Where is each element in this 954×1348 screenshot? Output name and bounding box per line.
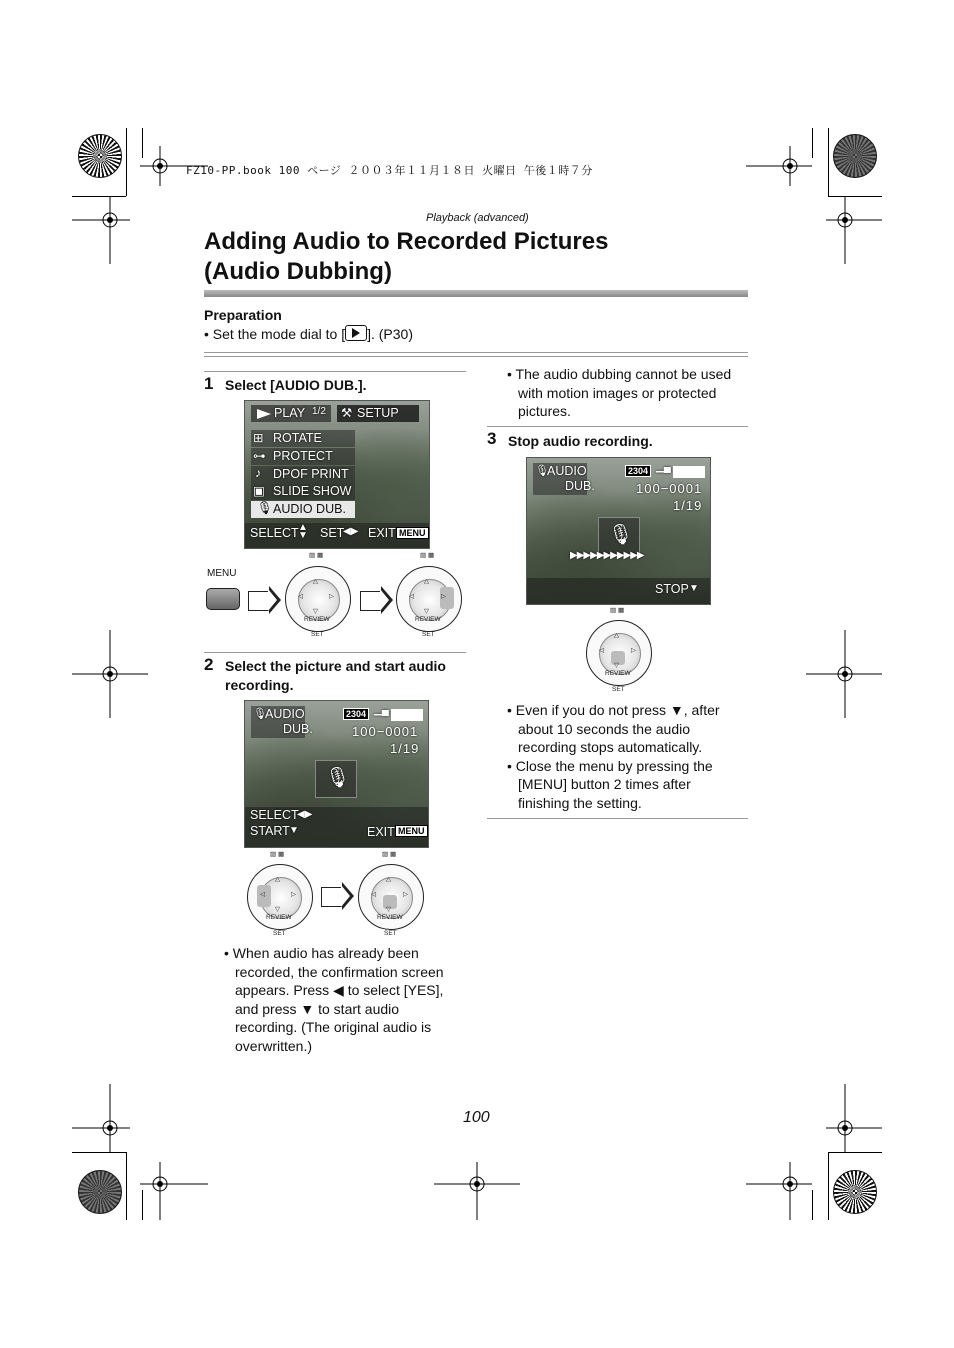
arrow-right-2 — [360, 586, 390, 614]
stop-hint: STOP — [655, 582, 689, 596]
play-tab-icon — [257, 409, 271, 419]
print-icon: ♪ — [255, 466, 262, 480]
right-bottom-rule — [487, 818, 748, 819]
picture-count: 1/19 — [390, 741, 420, 756]
pad-left-arrow[interactable]: ◁ — [298, 593, 303, 600]
note-line: [MENU] button 2 times after — [518, 776, 691, 792]
pad-right-arrow[interactable]: ▷ — [403, 891, 408, 898]
note-line: recorded, the confirmation screen — [235, 963, 444, 980]
battery-icon — [673, 466, 705, 478]
starburst-mark-top-right — [833, 134, 877, 178]
menu-item-label: PROTECT — [273, 449, 333, 463]
note-line: and press ▼ to start audio — [235, 1000, 400, 1017]
pad-up-arrow[interactable]: △ — [275, 876, 280, 883]
step1-rule — [204, 371, 466, 372]
pad-review-label: REVIEW — [415, 616, 441, 623]
menu-item-label: ROTATE — [273, 431, 322, 445]
step2-text — [225, 657, 446, 694]
menu-item-dpof-print[interactable] — [251, 466, 355, 483]
rotate-icon: ⊞ — [253, 431, 264, 445]
title-rule — [204, 290, 748, 297]
preparation-text-pre: • Set the mode dial to [ — [204, 326, 346, 342]
note-line: • Close the menu by pressing the — [507, 757, 713, 774]
updown-arrows-icon: ▲ ▼ — [298, 522, 308, 541]
pad-left-arrow[interactable]: ◁ — [409, 593, 414, 600]
microphone-large-icon: 🎙 — [608, 524, 634, 546]
setup-tab-icon: ⚒ — [341, 406, 353, 420]
menu-item-slide-show[interactable] — [251, 483, 355, 500]
audio-label: AUDIO — [547, 464, 587, 478]
note-line: pictures. — [518, 403, 571, 419]
dub-label: DUB. — [565, 479, 595, 493]
step2-text-line1: Select the picture and start audio — [225, 658, 446, 674]
pad-up-arrow[interactable]: △ — [313, 578, 318, 585]
menu-item-label: DPOF PRINT — [273, 467, 349, 481]
page-number: 100 — [463, 1109, 490, 1126]
start-hint: START — [250, 824, 290, 838]
quality-icon: ▁▄ — [656, 462, 671, 473]
quality-icon: ▁▄ — [374, 705, 389, 716]
pad-right-arrow[interactable]: ▷ — [291, 891, 296, 898]
file-info-line: FZ10-PP.book 100 ページ ２００３年１１月１８日 火曜日 午後１時７分 — [186, 164, 593, 177]
pad-review-label: REVIEW — [605, 670, 631, 677]
tab-play-label: PLAY — [274, 406, 306, 420]
preparation-text-post: ]. (P30) — [367, 326, 413, 342]
step2-number: 2 — [204, 655, 214, 674]
note-line: • Even if you do not press ▼, after — [507, 702, 720, 718]
pad-top-icons: ▨ ▩ — [309, 552, 324, 559]
menu-item-audio-dub[interactable] — [251, 501, 355, 518]
page-title-line1: Adding Audio to Recorded Pictures — [204, 228, 609, 255]
resolution-badge: 2304 — [343, 708, 369, 720]
play-mode-icon — [345, 325, 367, 341]
resolution-badge: 2304 — [625, 465, 651, 477]
tab-setup-label: SETUP — [357, 406, 399, 420]
key-icon: ⊶ — [253, 449, 266, 463]
note-line: about 10 seconds the audio — [518, 720, 691, 737]
pad-right-arrow[interactable]: ▷ — [631, 647, 636, 654]
leftright-arrows-icon: ◀▶ — [343, 526, 359, 537]
arrow-right-3 — [321, 882, 351, 910]
file-number: 100−0001 — [636, 481, 703, 496]
down-arrow-icon: ▼ — [689, 583, 699, 594]
pad-top-icons: ▨ ▩ — [420, 552, 435, 559]
preparation-bullet — [204, 325, 413, 344]
pad-set-label: SET — [422, 631, 435, 638]
pad-down-arrow[interactable]: ▽ — [386, 906, 391, 913]
preparation-heading: Preparation — [204, 307, 282, 323]
pad-up-arrow[interactable]: △ — [614, 632, 619, 639]
pad-left-arrow[interactable]: ◁ — [371, 891, 376, 898]
down-arrow-icon: ▼ — [289, 825, 299, 836]
step2-note — [224, 944, 470, 1055]
pad-set-label: SET — [384, 930, 397, 937]
starburst-mark-bottom-left — [78, 1170, 122, 1214]
step3-rule — [487, 426, 748, 427]
select-hint: SELECT — [250, 808, 299, 822]
microphone-large-icon: 🎙 — [325, 767, 351, 789]
pad-right-arrow[interactable]: ▷ — [441, 593, 446, 600]
pad-left-arrow[interactable]: ◁ — [599, 647, 604, 654]
pad-set-label: SET — [311, 631, 324, 638]
step3-number: 3 — [487, 429, 497, 448]
note-line: • When audio has already been — [224, 945, 419, 961]
menu-item-label: AUDIO DUB. — [273, 502, 346, 516]
section-label: Playback (advanced) — [426, 212, 529, 224]
set-hint: SET — [320, 526, 345, 540]
page-title — [204, 227, 608, 287]
camera-screen-audio-dub-recording — [526, 457, 711, 605]
tab-page-indicator: 1/2 — [312, 406, 326, 417]
step3-notes — [507, 701, 753, 812]
pad-down-arrow[interactable]: ▽ — [614, 662, 619, 669]
camera-screen-audio-dub-start — [244, 700, 429, 848]
pad-review-label: REVIEW — [304, 616, 330, 623]
step1-text: Select [AUDIO DUB.]. — [225, 377, 367, 393]
pad-set-label: SET — [612, 686, 625, 693]
menu-button-label: MENU — [207, 568, 237, 579]
battery-icon — [391, 709, 423, 721]
step2-text-line2: recording. — [225, 676, 294, 693]
note-line: recording. (The original audio is — [235, 1019, 432, 1035]
note-line: appears. Press ◀ to select [YES], — [235, 982, 444, 998]
pad-up-arrow[interactable]: △ — [424, 578, 429, 585]
microphone-icon: 🎙 — [257, 501, 273, 515]
microphone-icon: 🎙 — [253, 708, 267, 720]
leftright-arrows-icon: ◀▶ — [297, 809, 313, 820]
pad-down-arrow[interactable]: ▽ — [313, 608, 318, 615]
pad-down-arrow[interactable]: ▽ — [424, 608, 429, 615]
camera-screen-play-menu — [244, 400, 430, 549]
note-line: overwritten.) — [235, 1037, 313, 1054]
pad-review-label: REVIEW — [377, 914, 403, 921]
menu-button[interactable] — [206, 588, 240, 610]
pad-top-icons: ▨ ▩ — [270, 851, 285, 858]
menu-item-protect[interactable] — [251, 448, 355, 465]
menu-key-badge: MENU — [395, 825, 428, 837]
right-top-note — [507, 365, 753, 421]
step2-rule — [204, 652, 466, 653]
pad-review-label: REVIEW — [266, 914, 292, 921]
picture-count: 1/19 — [673, 498, 703, 513]
exit-hint: EXIT — [367, 825, 395, 839]
pad-top-icons: ▨ ▩ — [610, 607, 625, 614]
arrow-right-1 — [248, 586, 278, 614]
select-hint: SELECT — [250, 526, 299, 540]
audio-label: AUDIO — [265, 707, 305, 721]
step3-text: Stop audio recording. — [508, 433, 653, 449]
step1-number: 1 — [204, 374, 214, 393]
recording-progress: ▶▶▶▶▶▶▶▶▶▶▶ — [570, 550, 644, 561]
note-line: recording stops automatically. — [518, 739, 703, 755]
pad-up-arrow[interactable]: △ — [386, 876, 391, 883]
file-number: 100−0001 — [352, 724, 419, 739]
prep-divider — [204, 352, 748, 357]
pad-right-arrow[interactable]: ▷ — [329, 593, 334, 600]
page-title-line2: (Audio Dubbing) — [204, 258, 392, 285]
starburst-mark-bottom-right — [833, 1170, 877, 1214]
note-line: finishing the setting. — [518, 794, 642, 811]
note-line: with motion images or protected — [518, 384, 717, 401]
slideshow-icon: ▣ — [253, 484, 265, 498]
pad-top-icons: ▨ ▩ — [382, 851, 397, 858]
menu-key-badge: MENU — [396, 527, 429, 539]
menu-item-rotate[interactable] — [251, 430, 355, 447]
note-line: • The audio dubbing cannot be used — [507, 366, 732, 382]
pad-left-arrow[interactable]: ◁ — [260, 891, 265, 898]
pad-set-label: SET — [273, 930, 286, 937]
pad-down-arrow[interactable]: ▽ — [275, 906, 280, 913]
starburst-mark-top-left — [78, 134, 122, 178]
dub-label: DUB. — [283, 722, 313, 736]
exit-hint: EXIT — [368, 526, 396, 540]
recording-mic-box — [315, 760, 357, 798]
menu-item-label: SLIDE SHOW — [273, 484, 352, 498]
microphone-icon: 🎙 — [535, 465, 549, 477]
